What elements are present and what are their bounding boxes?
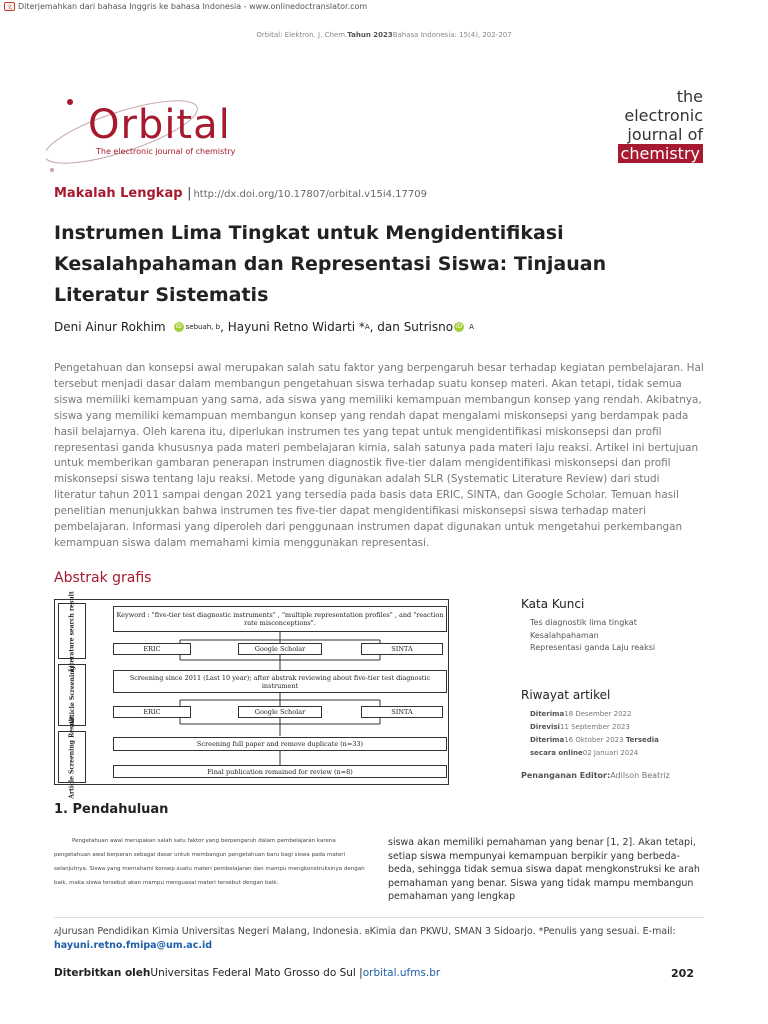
publisher-footer: Diterbitkan olehUniversitas Federal Mato Grosso do Sul |orbital.ufms.br — [54, 967, 441, 979]
author-affiliation: sebuah, b — [185, 323, 221, 331]
handling-editor: Penanganan Editor:Adilson Beatriz — [521, 771, 670, 780]
abstract-text: Pengetahuan dan konsepsi awal merupakan salah satu faktor yang berpengaruh besar terhadap kegiatan pembelajaran. Hal tersebut menjadi dasar dalam membangun pengetahuan siswa terhadap suatu konsep materi. Akan tetapi, tidak semua siswa memiliki kemampuan yang sama, ada siswa yang memiliki kemampuan membangun konsep yang rendah. Akibatnya, siswa yang memiliki kemampuan membangun konsep yang rendah dapat mengalami miskonsepsi yang berdampak pada hasil belajarnya. Oleh karena itu, diperlukan instrumen tes yang tepat untuk mengidentifikasi miskonsepsi dan profil representasi ganda khususnya pada materi pembelajaran kimia, salah satunya pada materi laju reaksi. Artikel ini bertujuan untuk memberikan gambaran penerapan instrumen diagnostik five-tier dalam mengidentifikasi miskonsepsi dan profil miskonsepsi siswa tentang laju reaksi. Metode yang digunakan adalah SLR (Systematic Literature Review) dari studi literatur tahun 2011 sampai dengan 2021 yang tersedia pada basis data ERIC, SINTA, dan Google Scholar. Temuan hasil penelitian menunjukkan bahwa instrumen tes five-tier dapat mengidentifikasi miskonsepsi siswa terhadap materi pembelajaran. Informasi yang diperoleh dari penggunaan instrumen dapat digunakan untuk mengetahui perkembangan kemampuan siswa dalam memahami kimia menggunakan representasi. — [54, 362, 704, 549]
keyword-item: Representasi ganda Laju reaksi — [530, 643, 656, 652]
keywords-list — [530, 617, 680, 655]
affiliation-footnote: AJurusan Pendidikan Kimia Universitas Negeri Malang, Indonesia. BKimia dan PKWU, SMAN 3 Sidoarjo. *Penulis yang sesuai. E-mail: hayuni.retno.fmipa@um.ac.id — [54, 926, 676, 951]
intro-left-column: Pengetahuan awal merupakan salah satu faktor yang berpengaruh dalam pembelajaran karena pengetahuan awal berperan sebagai dasar untuk membangun pengetahuan baru bagi siswa pada materi selanjutnya. Siswa yang memahami konsep suatu materi pembelajaran dan mampu mengkonstruksinya dengan baik, maka siswa tersebut akan mampu menguasai materi tersebut dengan baik. — [54, 838, 365, 886]
journal-site-link[interactable]: orbital.ufms.br — [362, 967, 441, 979]
db-box-eric: ERIC — [113, 706, 191, 718]
screening-box: Screening since 2011 (Last 10 year); after abstrak reviewing about five-tier test diagnostic instrument — [113, 670, 447, 693]
keyword-item: Tes diagnostik lima tingkat — [530, 618, 637, 627]
logo-name: Orbital — [88, 102, 231, 148]
history-heading: Riwayat artikel — [521, 688, 611, 702]
author-name: , dan Sutrisno — [369, 320, 454, 334]
orcid-icon[interactable]: iD — [175, 323, 182, 330]
section-heading-introduction: 1. Pendahuluan — [54, 802, 169, 817]
translation-bar — [0, 0, 367, 12]
page-number: 202 — [671, 967, 694, 980]
translate-icon: 文 — [4, 2, 15, 11]
article-title: Instrumen Lima Tingkat untuk Mengidentifikasi Kesalahpahaman dan Representasi Siswa: Tinjauan Literatur Sistematis — [54, 222, 607, 306]
doi-link[interactable]: http://dx.doi.org/10.17807/orbital.v15i4.17709 — [193, 189, 427, 200]
db-box-google-scholar: Google Scholar — [238, 706, 322, 718]
author-list — [54, 320, 474, 334]
graphical-abstract-flowchart — [54, 590, 449, 799]
keyword-box: Keyword : "five-tier test diagnostic instruments" , "multiple representation profiles" , and "reaction rate misconceptions". — [113, 606, 447, 632]
db-box-google-scholar: Google Scholar — [238, 643, 322, 655]
author-affiliation: A — [469, 323, 474, 331]
author-name: Deni Ainur Rokhim — [54, 320, 166, 334]
graphical-abstract-heading: Abstrak grafis — [54, 570, 152, 586]
translation-notice[interactable]: Diterjemahkan dari bahasa Inggris ke bahasa Indonesia - www.onlinedoctranslator.com — [18, 1, 368, 11]
db-box-sinta: SINTA — [361, 643, 443, 655]
corresponding-email-link[interactable]: hayuni.retno.fmipa@um.ac.id — [54, 940, 213, 951]
article-type: Makalah Lengkap | http://dx.doi.org/10.17807/orbital.v15i4.17709 — [54, 186, 427, 201]
stage-label-screening: Article Screening — [58, 664, 86, 726]
final-box: Final publication remained for review (n=8) — [113, 765, 447, 778]
db-box-eric: ERIC — [113, 643, 191, 655]
orcid-icon[interactable]: iD — [455, 323, 463, 330]
author-name: , Hayuni Retno Widarti * — [220, 320, 365, 334]
stage-label-result: Article Screening Result — [58, 731, 86, 783]
footnote-divider — [54, 917, 704, 918]
stage-label-search: Literature search result — [58, 603, 86, 659]
keywords-heading: Kata Kunci — [521, 597, 585, 611]
logo-tagline: The electronic journal of chemistry — [96, 147, 236, 156]
db-box-sinta: SINTA — [361, 706, 443, 718]
author-affiliation: A — [364, 323, 370, 331]
journal-reference: Orbital: Elektron. J. Chem.Tahun 2023Bahasa Indonesia: 15(4), 202-207 — [256, 31, 512, 39]
journal-wordmark: the electronic journal of chemistry — [618, 87, 703, 163]
intro-right-column: siswa akan memiliki pemahaman yang benar [1, 2]. Akan tetapi, setiap siswa mempunyai kemampuan berpikir yang berbeda-beda, sehingga tidak semua siswa dapat mengkonstruksi ke arah pemahaman yang benar. Siswa yang tidak mampu membangun pemahaman yang lengkap — [388, 837, 700, 902]
history-dates: Diterima18 Desember 2022 Direvisi11 September 2023 Diterima16 Oktober 2023 Tersedia secara online02 Januari 2024 — [530, 710, 659, 757]
orbital-logo — [46, 92, 266, 182]
keyword-item: Kesalahpahaman — [530, 630, 599, 640]
fullpaper-box: Screening full paper and remove duplicate (n=33) — [113, 737, 447, 751]
